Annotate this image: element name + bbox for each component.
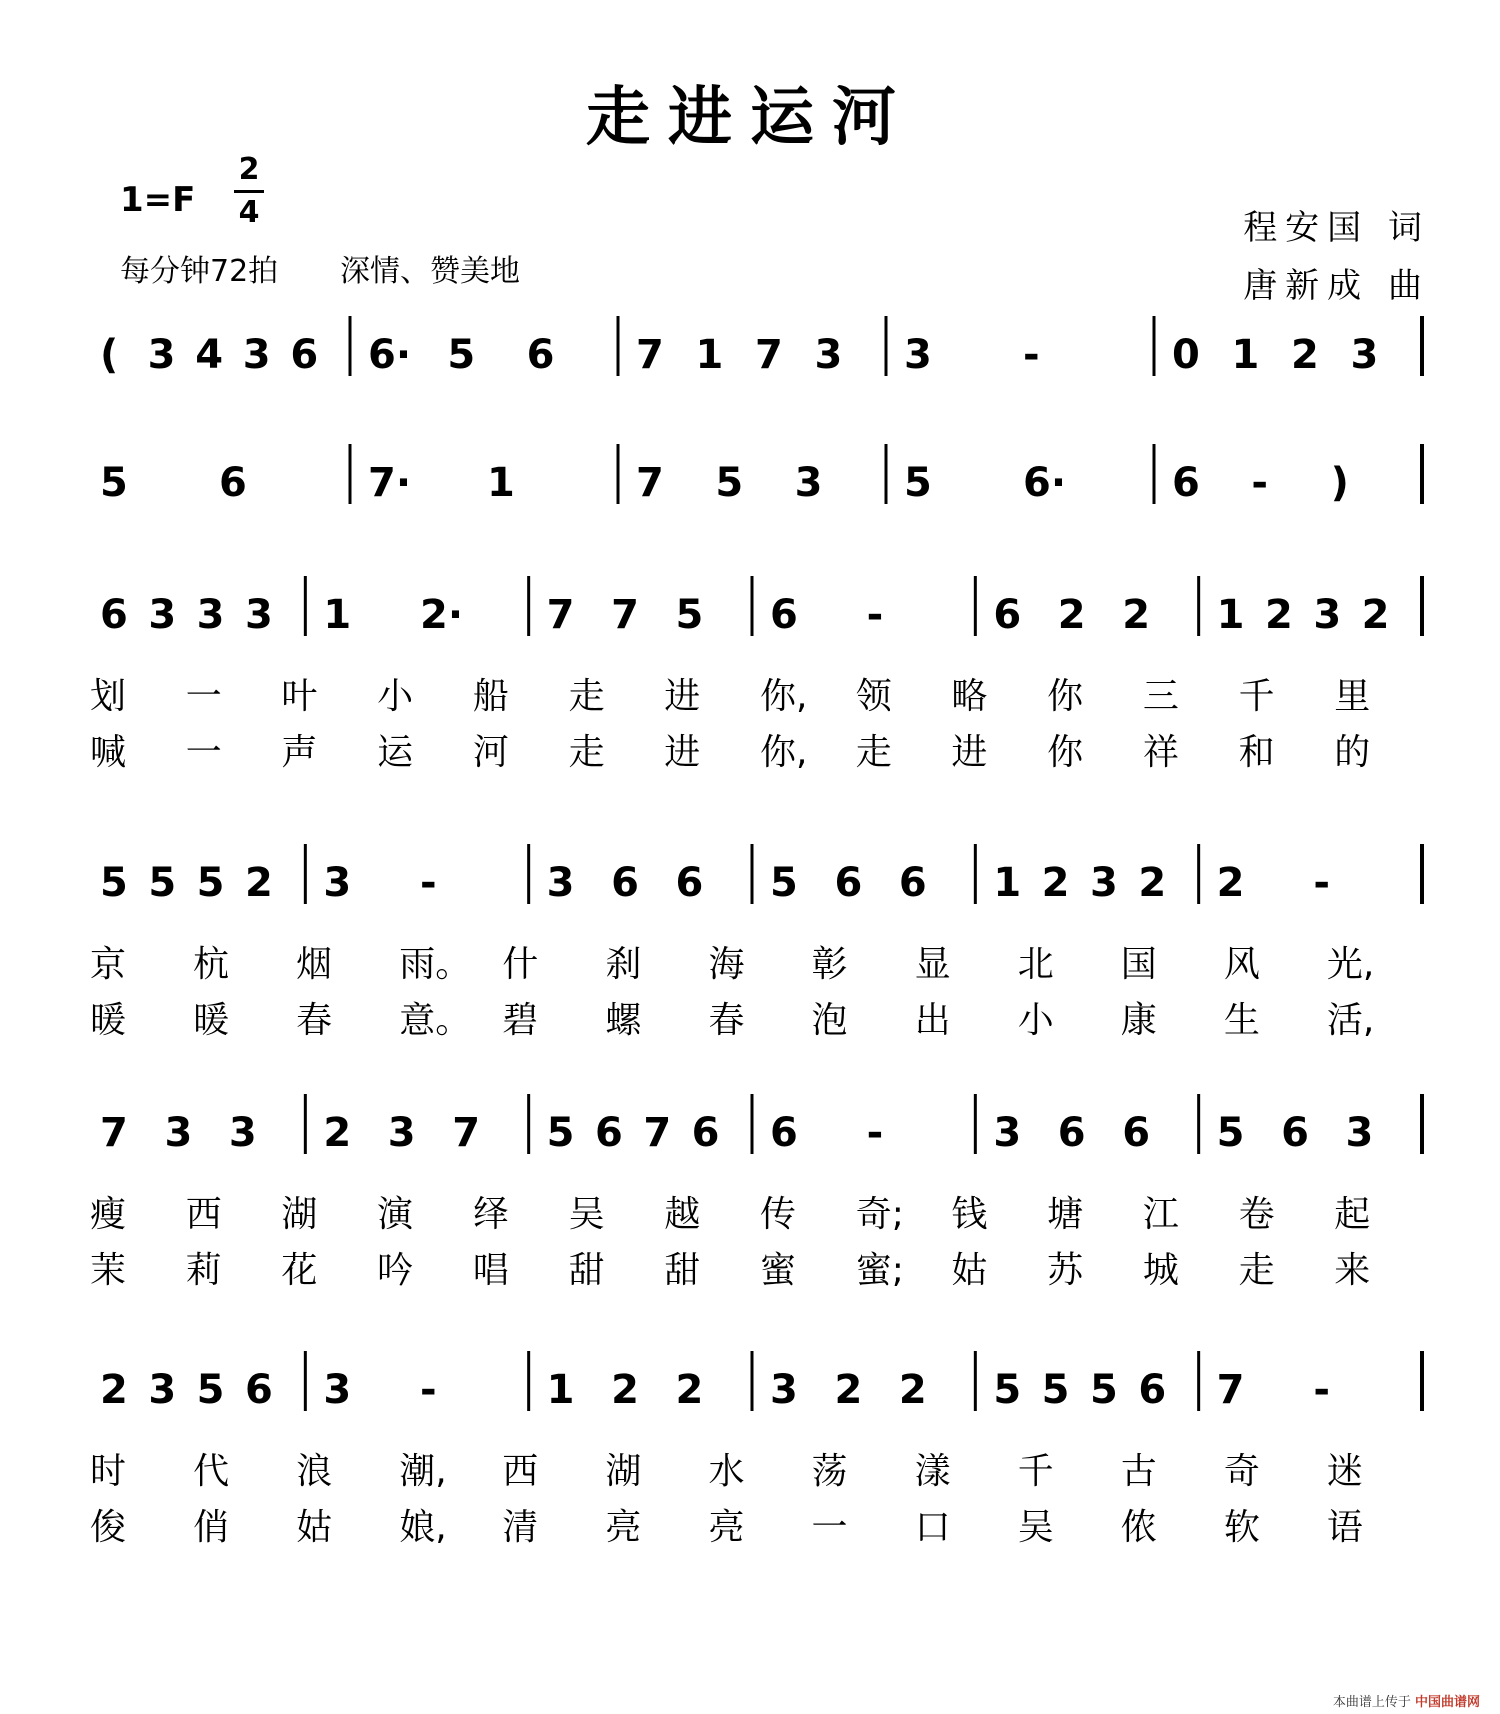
lyric-char: 风 bbox=[1223, 944, 1260, 985]
lyric-char: 吴 bbox=[1017, 1507, 1054, 1548]
lyric-char: 国 bbox=[1120, 944, 1157, 985]
lyric-char: 叶 bbox=[281, 676, 318, 717]
lyric-char: 蜜; bbox=[855, 1250, 904, 1291]
lyric-char: 塘 bbox=[1047, 1194, 1084, 1235]
lyric-char: 船 bbox=[472, 676, 509, 717]
lyric-char: 代 bbox=[193, 1451, 230, 1492]
note: 6 bbox=[691, 1110, 720, 1156]
note: 3 bbox=[164, 1110, 193, 1156]
note: - bbox=[866, 592, 884, 638]
lyric-char: 起 bbox=[1334, 1194, 1371, 1235]
note: 2 bbox=[323, 1110, 352, 1156]
note: 6 bbox=[770, 1110, 798, 1156]
note: 6 bbox=[245, 1367, 273, 1413]
lyric-char: 西 bbox=[185, 1194, 222, 1235]
note: 2 bbox=[1291, 332, 1319, 378]
lyric-char: 软 bbox=[1223, 1507, 1260, 1548]
note: 3 bbox=[1090, 860, 1118, 906]
note: 6 bbox=[834, 860, 863, 906]
lyric-char: 钱 bbox=[951, 1194, 988, 1235]
lyric-char: 一 bbox=[811, 1507, 848, 1548]
lyric-char: 喊 bbox=[90, 732, 127, 773]
note: - bbox=[1313, 860, 1330, 906]
lyric-char: 一 bbox=[185, 676, 222, 717]
lyric-char: 刹 bbox=[605, 944, 642, 985]
lyric-char: 里 bbox=[1334, 676, 1371, 717]
site-logo: 中国曲谱网 bbox=[1414, 1695, 1480, 1710]
lyricist-credit: 程安国 词 bbox=[1243, 208, 1430, 248]
note: 5 bbox=[546, 1110, 575, 1156]
note: 3 bbox=[242, 332, 271, 378]
lyric-char: 俊 bbox=[90, 1507, 127, 1548]
note: 5 bbox=[1090, 1367, 1118, 1413]
key-signature: 1=F bbox=[120, 180, 196, 220]
note: 5 bbox=[196, 1367, 225, 1413]
lyric-char: 漾 bbox=[914, 1451, 951, 1492]
lyric-char: 海 bbox=[708, 944, 745, 985]
lyric-char: 河 bbox=[472, 732, 509, 773]
lyric-char: 烟 bbox=[296, 944, 333, 985]
lyric-char: 湖 bbox=[281, 1194, 318, 1235]
lyric-char: 划 bbox=[90, 676, 127, 717]
note: 1 bbox=[993, 860, 1022, 906]
song-title: 走进运河 bbox=[586, 80, 914, 155]
lyric-char: 亮 bbox=[605, 1507, 642, 1548]
note: 7· bbox=[368, 460, 412, 506]
lyric-char: 走 bbox=[855, 732, 892, 773]
lyric-char: 俏 bbox=[193, 1507, 230, 1548]
note: 5 bbox=[148, 860, 177, 906]
note: 3 bbox=[904, 332, 932, 378]
note: 5 bbox=[675, 592, 704, 638]
lyric-char: 甜 bbox=[664, 1250, 701, 1291]
lyric-char: 意。 bbox=[399, 1000, 472, 1041]
note: 3 bbox=[228, 1110, 257, 1156]
note: 3 bbox=[1350, 332, 1379, 378]
note: 2 bbox=[1361, 592, 1390, 638]
lyric-char: 碧 bbox=[502, 1000, 539, 1041]
note: 3 bbox=[387, 1110, 416, 1156]
note: 6· bbox=[1023, 460, 1067, 506]
expression-marking: 深情、赞美地 bbox=[340, 254, 520, 289]
note: 5 bbox=[770, 860, 798, 906]
tempo-marking: 每分钟72拍 bbox=[120, 254, 279, 289]
lyric-char: 千 bbox=[1017, 1451, 1054, 1492]
note: 3 bbox=[148, 1367, 177, 1413]
note: 7 bbox=[100, 1110, 128, 1156]
lyric-char: 亮 bbox=[708, 1507, 745, 1548]
note: 3 bbox=[770, 1367, 798, 1413]
lyric-char: 走 bbox=[568, 676, 605, 717]
note: - bbox=[1023, 332, 1040, 378]
lyric-char: 泡 bbox=[811, 1000, 848, 1041]
lyric-char: 小 bbox=[1017, 1000, 1054, 1041]
note: 1 bbox=[1231, 332, 1260, 378]
note: 6 bbox=[898, 860, 927, 906]
note: 6 bbox=[595, 1110, 623, 1156]
lyric-char: 进 bbox=[951, 732, 988, 773]
lyric-char: 奇 bbox=[1223, 1451, 1260, 1492]
note: 3 bbox=[196, 592, 225, 638]
note: 1 bbox=[695, 332, 724, 378]
note: 4 bbox=[195, 332, 224, 378]
lyric-char: 吴 bbox=[568, 1194, 605, 1235]
lyric-char: 和 bbox=[1238, 732, 1275, 773]
note: 7 bbox=[636, 332, 664, 378]
lyric-char: 运 bbox=[377, 732, 414, 773]
note: 3 bbox=[1345, 1110, 1374, 1156]
composer-credit: 唐新成 曲 bbox=[1243, 266, 1430, 306]
note: 3 bbox=[546, 860, 575, 906]
note: 7 bbox=[755, 332, 783, 378]
note: 5 bbox=[447, 332, 476, 378]
lyric-char: 的 bbox=[1334, 732, 1371, 773]
note: 6 bbox=[219, 460, 247, 506]
note: 2· bbox=[420, 592, 464, 638]
lyric-char: 浪 bbox=[296, 1451, 333, 1492]
lyric-char: 卷 bbox=[1238, 1194, 1275, 1235]
lyric-char: 什 bbox=[502, 944, 539, 985]
lyric-char: 荡 bbox=[811, 1451, 848, 1492]
lyric-char: 绎 bbox=[472, 1194, 509, 1235]
note: 2 bbox=[834, 1367, 863, 1413]
lyric-char: 侬 bbox=[1120, 1507, 1157, 1548]
lyric-char: 暖 bbox=[90, 1000, 127, 1041]
note: 5 bbox=[196, 860, 225, 906]
note: 6 bbox=[1122, 1110, 1151, 1156]
note: 2 bbox=[675, 1367, 704, 1413]
note: 1 bbox=[487, 460, 515, 506]
lyric-char: 声 bbox=[281, 732, 318, 773]
note: 7 bbox=[1216, 1367, 1245, 1413]
note: 3 bbox=[323, 860, 352, 906]
note: 2 bbox=[1041, 860, 1070, 906]
note: 6 bbox=[770, 592, 798, 638]
lyric-char: 唱 bbox=[472, 1250, 509, 1291]
lyric-char: 你, bbox=[760, 676, 808, 717]
note: 1 bbox=[1216, 592, 1245, 638]
note: 2 bbox=[1138, 860, 1167, 906]
note: 7 bbox=[452, 1110, 481, 1156]
footer-text: 本曲谱上传于 bbox=[1332, 1695, 1411, 1710]
lyric-char: 小 bbox=[377, 676, 414, 717]
note: 6 bbox=[1138, 1367, 1167, 1413]
lyric-char: 越 bbox=[664, 1194, 701, 1235]
note: - bbox=[866, 1110, 884, 1156]
time-signature-top: 2 bbox=[238, 152, 260, 187]
lyric-char: 春 bbox=[296, 1000, 333, 1041]
note: ) bbox=[1330, 460, 1349, 506]
note: 7 bbox=[643, 1110, 672, 1156]
lyric-char: 苏 bbox=[1047, 1250, 1084, 1291]
lyric-char: 口 bbox=[914, 1507, 951, 1548]
note: 3 bbox=[245, 592, 273, 638]
lyric-char: 京 bbox=[90, 944, 127, 985]
lyric-char: 螺 bbox=[605, 1000, 642, 1041]
note: 3 bbox=[323, 1367, 352, 1413]
lyric-char: 语 bbox=[1326, 1507, 1363, 1548]
note: 5 bbox=[100, 860, 128, 906]
lyric-char: 古 bbox=[1120, 1451, 1157, 1492]
note: 5 bbox=[993, 1367, 1022, 1413]
lyric-char: 迷 bbox=[1326, 1451, 1363, 1492]
lyric-char: 出 bbox=[914, 1000, 951, 1041]
note: 6 bbox=[290, 332, 319, 378]
lyric-char: 莉 bbox=[185, 1250, 222, 1291]
note: ( bbox=[100, 332, 119, 378]
lyric-char: 蜜 bbox=[760, 1250, 797, 1291]
lyric-char: 春 bbox=[708, 1000, 745, 1041]
lyric-char: 清 bbox=[502, 1507, 539, 1548]
note: 6· bbox=[368, 332, 412, 378]
lyric-char: 光, bbox=[1326, 944, 1375, 985]
note: 7 bbox=[636, 460, 664, 506]
lyric-char: 北 bbox=[1017, 944, 1054, 985]
lyric-char: 你 bbox=[1047, 676, 1084, 717]
note: 7 bbox=[611, 592, 639, 638]
note: 6 bbox=[1057, 1110, 1086, 1156]
note: 5 bbox=[904, 460, 932, 506]
lyric-char: 千 bbox=[1238, 676, 1275, 717]
note: - bbox=[420, 860, 437, 906]
lyric-char: 吟 bbox=[377, 1250, 414, 1291]
lyric-char: 水 bbox=[708, 1451, 745, 1492]
lyric-char: 略 bbox=[951, 676, 988, 717]
lyric-char: 走 bbox=[568, 732, 605, 773]
footer-credit bbox=[1333, 1691, 1480, 1710]
lyric-char: 奇; bbox=[855, 1194, 904, 1235]
note: 2 bbox=[1265, 592, 1293, 638]
lyric-char: 领 bbox=[855, 676, 892, 717]
lyric-char: 西 bbox=[502, 1451, 539, 1492]
note: 6 bbox=[675, 860, 704, 906]
note: - bbox=[420, 1367, 437, 1413]
lyric-char: 城 bbox=[1142, 1250, 1179, 1291]
lyric-char: 暖 bbox=[193, 1000, 230, 1041]
note: 0 bbox=[1172, 332, 1200, 378]
lyric-char: 杭 bbox=[193, 944, 230, 985]
lyric-char: 显 bbox=[914, 944, 951, 985]
lyric-char: 进 bbox=[664, 676, 701, 717]
lyric-char: 进 bbox=[664, 732, 701, 773]
lyric-char: 你, bbox=[760, 732, 808, 773]
lyric-char: 江 bbox=[1142, 1194, 1179, 1235]
note: 1 bbox=[546, 1367, 575, 1413]
lyric-char: 活, bbox=[1326, 1000, 1375, 1041]
lyric-char: 你 bbox=[1047, 732, 1084, 773]
lyric-char: 瘦 bbox=[90, 1194, 127, 1235]
note: 5 bbox=[715, 460, 744, 506]
lyric-char: 姑 bbox=[951, 1250, 988, 1291]
lyric-char: 传 bbox=[760, 1194, 797, 1235]
lyric-char: 雨。 bbox=[399, 944, 472, 985]
note: 6 bbox=[1172, 460, 1200, 506]
lyric-char: 湖 bbox=[605, 1451, 642, 1492]
note: 2 bbox=[1057, 592, 1086, 638]
lyric-char: 彰 bbox=[811, 944, 848, 985]
note: 1 bbox=[323, 592, 352, 638]
lyric-char: 一 bbox=[185, 732, 222, 773]
lyric-char: 三 bbox=[1142, 676, 1179, 717]
lyric-char: 祥 bbox=[1142, 732, 1179, 773]
note: 7 bbox=[546, 592, 575, 638]
lyric-char: 生 bbox=[1223, 1000, 1260, 1041]
note: 2 bbox=[245, 860, 273, 906]
note: 6 bbox=[100, 592, 128, 638]
lyric-char: 花 bbox=[281, 1250, 318, 1291]
note: - bbox=[1251, 460, 1268, 506]
time-signature-bottom: 4 bbox=[238, 195, 260, 230]
note: 3 bbox=[814, 332, 843, 378]
note: 5 bbox=[1041, 1367, 1070, 1413]
note: 3 bbox=[993, 1110, 1022, 1156]
note: 6 bbox=[993, 592, 1022, 638]
note: 3 bbox=[148, 592, 177, 638]
note: 6 bbox=[611, 860, 639, 906]
note: 5 bbox=[100, 460, 128, 506]
lyric-char: 姑 bbox=[296, 1507, 333, 1548]
note: 2 bbox=[1216, 860, 1245, 906]
note: 2 bbox=[611, 1367, 639, 1413]
note: 3 bbox=[147, 332, 176, 378]
note: 2 bbox=[1122, 592, 1151, 638]
lyric-char: 演 bbox=[377, 1194, 414, 1235]
note: 5 bbox=[1216, 1110, 1245, 1156]
lyric-char: 茉 bbox=[90, 1250, 127, 1291]
note: 2 bbox=[898, 1367, 927, 1413]
lyric-char: 康 bbox=[1120, 1000, 1157, 1041]
lyric-char: 甜 bbox=[568, 1250, 605, 1291]
note: 6 bbox=[526, 332, 555, 378]
note: - bbox=[1313, 1367, 1330, 1413]
note: 2 bbox=[100, 1367, 128, 1413]
lyric-char: 走 bbox=[1238, 1250, 1275, 1291]
lyric-char: 潮, bbox=[399, 1451, 447, 1492]
note: 3 bbox=[1313, 592, 1342, 638]
lyric-char: 时 bbox=[90, 1451, 127, 1492]
lyric-char: 娘, bbox=[399, 1507, 447, 1548]
lyric-char: 来 bbox=[1334, 1250, 1371, 1291]
note: 6 bbox=[1281, 1110, 1309, 1156]
note: 3 bbox=[794, 460, 823, 506]
